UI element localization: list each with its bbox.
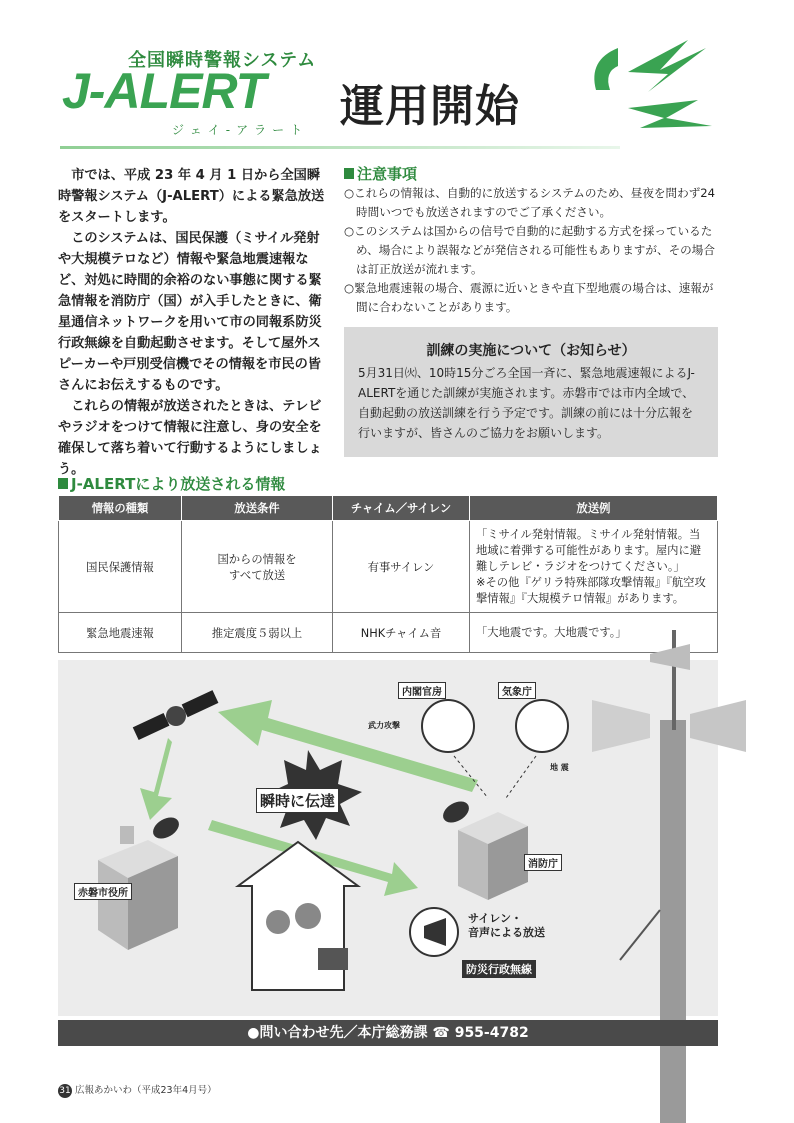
cell-example: 「ミサイル発射情報。ミサイル発射情報。当地域に着弾する可能性があります。屋内に避難しテレビ・ラジオをつけてください。」 ※その他『ゲリラ特殊部隊攻撃情報』『航空攻撃情報』『大規模テロ情報』があります。 [470,521,718,613]
dashed-arrow [506,756,536,798]
column-header: 放送例 [470,496,718,521]
dish-icon [149,813,182,843]
cell-condition: 国からの情報を すべて放送 [182,521,333,613]
label-cabinet: 内閣官房 [398,682,446,699]
label-quake: 地 震 [550,763,569,772]
drill-notice [344,327,718,457]
satellite-icon [133,690,219,740]
intro-text [58,165,328,480]
table-header-row [59,496,718,521]
family-icon [266,910,290,934]
note-item: ○これらの情報は、自動的に放送するシステムのため、昼夜を問わず24時間いつでも放送されますのでご了承ください。 [344,186,716,219]
column-header: チャイム／サイレン [333,496,470,521]
label-siren: サイレン・ 音声による放送 [468,912,545,939]
cell-type: 国民保護情報 [59,521,182,613]
cell-condition: 推定震度５弱以上 [182,613,333,653]
table-heading: J-ALERTにより放送される情報 [58,473,285,494]
label-attack: 武力攻撃 [368,721,400,730]
speaker-tower-image [590,630,770,1123]
header-title: 運用開始 [340,81,520,132]
header-subtitle: 全国瞬時警報システム [128,50,317,71]
publication-name: 広報あかいわ（平成23年4月号） [75,1085,217,1096]
cell-chime: 有事サイレン [333,521,470,613]
note-item: ○緊急地震速報の場合、震源に近いときや直下型地震の場合は、速報が間に合わないことがあります。 [344,281,714,314]
label-instant: 瞬時に伝達 [256,788,339,813]
label-city: 赤磐市役所 [74,883,132,900]
intro-paragraph: このシステムは、国民保護（ミサイル発射や大規模テロなど）情報や緊急地震速報など、対処に時間的余裕のない事態に関する緊急情報を消防庁（国）が入手したときに、衛星通信ネットワークを用いて市の同報系防災行政無線を自動起動させます。そして屋外スピーカーや戸別受信機でその情報を市民の皆さんにお伝えするものです。 [58,231,322,393]
alert-signal-icon [588,30,718,140]
column-header: 放送条件 [182,496,333,521]
arrow-to-city [140,738,172,820]
label-weather: 気象庁 [498,682,536,699]
drill-heading: 訓練の実施について（お知らせ） [426,343,636,359]
cell-example: 「大地震です。大地震です。」 [470,613,718,653]
drill-body: 5月31日㈫、10時15分ごろ全国一斉に、緊急地震速報によるJ-ALERTを通じた訓練が実施されます。赤磐市では市内全域で、自動起動の放送訓練を行う予定です。訓練の前には十分広報を行いますが、皆さんのご協力をお願いします。 [358,366,695,440]
header-ruby: ジェイ-アラート [172,123,309,137]
page-footer [58,1082,217,1098]
label-fire-agency: 消防庁 [524,854,562,871]
label-radio: 防災行政無線 [462,960,536,978]
table-row [59,521,718,613]
note-item: ○このシステムは国からの信号で自動的に起動する方式を採っているため、場合により誤報などが発信される可能性もありますが、その場合は訂正放送が流れます。 [344,224,715,276]
cell-type: 緊急地震速報 [59,613,182,653]
notes-list [344,184,722,317]
intro-paragraph: 市では、平成 23 年 4 月 1 日から全国瞬時警報システム（J-ALERT）による緊急放送をスタートします。 [58,168,325,225]
tv-icon [318,948,348,970]
earthquake-icon [516,700,568,752]
fire-agency-building-icon [458,812,528,900]
header-logo: J-ALERT [62,63,266,119]
intro-paragraph: これらの情報が放送されたときは、テレビやラジオをつけて情報に注意し、身の安全を確保して落ち着いて行動するようにしましょう。 [58,399,322,477]
dish-icon [439,797,472,827]
page-number: 31 [59,1086,71,1096]
notes-heading: 注意事項 [344,163,417,184]
missile-icon [422,700,474,752]
header-rule [60,146,620,149]
column-header: 情報の種類 [59,496,182,521]
contact-bar: ●問い合わせ先／本庁総務課 ☎ 955-4782 [58,1020,718,1046]
cell-chime: NHKチャイム音 [333,613,470,653]
